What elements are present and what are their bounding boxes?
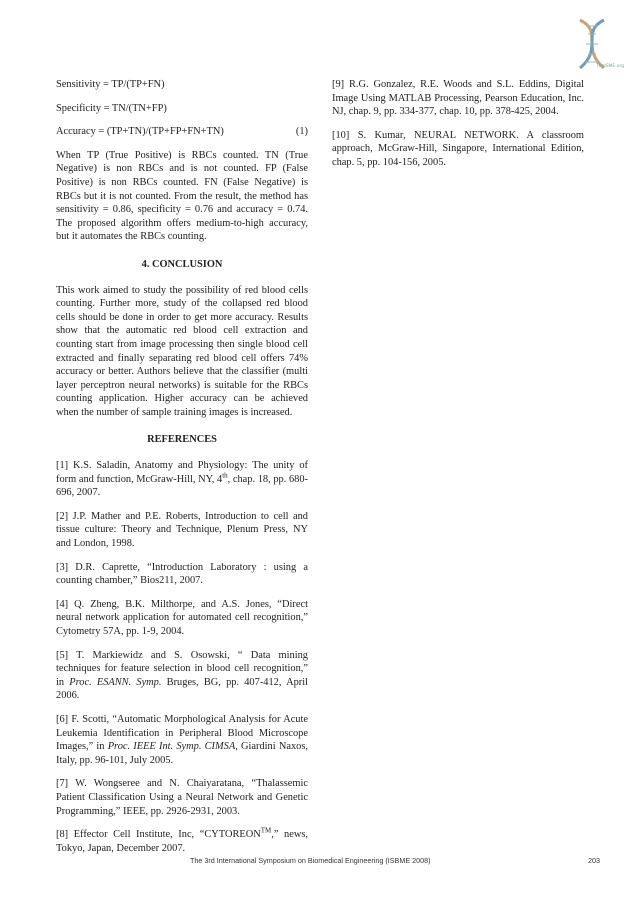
reference-8 <box>56 828 308 855</box>
left-column <box>56 78 308 865</box>
references-heading: REFERENCES <box>147 434 217 446</box>
reference-7: [7] W. Wongseree and N. Chaiyaratana, “Thalassemic Patient Classification Using a Neural Network and Genetic Programming,” IEEE, pp. 2926-2931, 2003. <box>56 778 308 817</box>
ref8-text: [8] Effector Cell Institute, Inc, “CYTOREON <box>56 829 261 841</box>
ref6-text: [6] F. Scotti, “Automatic Morphological Analysis for Acute Leukemia Identification in Peripheral Blood Microscope Images,” in <box>56 713 308 753</box>
ref1-tail: , chap. 18, pp. 680-696, 2007. <box>56 473 308 499</box>
reference-5 <box>56 649 308 703</box>
ref1-sup: th <box>222 471 228 480</box>
right-column <box>332 78 584 180</box>
equation-number: (1) <box>295 126 308 138</box>
ref5-tail: Bruges, BG, pp. 407-412, April 2006. <box>56 676 308 702</box>
reference-4: [4] Q. Zheng, B.K. Milthorpe, and A.S. Jones, “Direct neural network application for automated cell recognition,” Cytometry 57A, pp. 1-9, 2004. <box>56 598 308 637</box>
ref1-text: [1] K.S. Saladin, Anatomy and Physiology: The unity of form and function, McGraw-Hill, NY, 4 <box>56 460 308 485</box>
accuracy-equation: Accuracy = (TP+TN)/(TP+FP+FN+TN) <box>56 126 224 138</box>
sensitivity-formula: Sensitivity = TP/(TP+FN) <box>56 79 165 90</box>
conference-name: The 3rd International Symposium on Biomedical Engineering (ISBME 2008) <box>190 856 431 865</box>
conclusion-heading: 4. CONCLUSION <box>141 258 223 270</box>
reference-9: [9] R.G. Gonzalez, R.E. Woods and S.L. Eddins, Digital Image Using MATLAB Processing, Pearson Education, Inc. NJ, chap. 9, pp. 334-377, chap. 10, pp. 378-425, 2004. <box>332 79 584 118</box>
ref5-italic: Proc. ESANN. Symp. <box>69 676 162 688</box>
ref8-tail: ,” news, Tokyo, Japan, December 2007. <box>56 829 309 854</box>
ref6-italic: Proc. IEEE Int. Symp. CIMSA, <box>107 741 238 753</box>
reference-2: [2] J.P. Mather and P.E. Roberts, Introduction to cell and tissue culture: Theory and Technique, Plenum Press, NY and London, 1998. <box>56 510 308 550</box>
reference-10: [10] S. Kumar, NEURAL NETWORK. A classroom approach, McGraw-Hill, Singapore, International Edition, chap. 5, pp. 104-156, 2005. <box>332 129 584 168</box>
reference-6 <box>56 713 308 767</box>
page-number: 203 <box>588 856 600 865</box>
results-paragraph: When TP (True Positive) is RBCs counted. TN (True Negative) is non RBCs and is not counted. FP (False Positive) is non RBCs counted. FN (False Negative) is RBCs but it is not counted. From the result, the method has sensitivity = 0.86, specificity = 0.76 and accuracy = 0.74. The proposed algorithm offers medium-to-high accuracy, but it automates the RBCs counting. <box>56 149 308 243</box>
ref8-sup: TM <box>260 826 272 835</box>
ref5-text: [5] T. Markiewidz and S. Osowski, “ Data mining techniques for feature selection in blood cell recognition,” in <box>56 649 308 688</box>
logo-text: TheISME.org <box>596 64 625 69</box>
reference-3: [3] D.R. Caprette, “Introduction Laboratory : using a counting chamber,” Bios211, 2007. <box>56 561 308 587</box>
specificity-formula: Specificity = TN/(TN+FP) <box>56 102 167 114</box>
dna-helix-logo <box>566 18 625 70</box>
ref6-tail: Giardini Naxos, Italy, pp. 96-101, July 2005. <box>56 741 308 766</box>
conclusion-paragraph: This work aimed to study the possibility of red blood cells counting. Further more, study of the collapsed red blood cells should be done in order to get more accuracy. Results show that the automatic red blood cell extraction and counting start from image processing then single blood cell extracted and finally separating red blood cell offers 74% accuracy or better. Authors believe that the classifier (multi layer perceptron neural networks) is suitable for the RBCs counting application. Higher accuracy can be achieved when the number of sample training images is increased. <box>56 284 308 418</box>
accuracy-formula <box>56 125 308 139</box>
reference-1 <box>56 459 308 500</box>
